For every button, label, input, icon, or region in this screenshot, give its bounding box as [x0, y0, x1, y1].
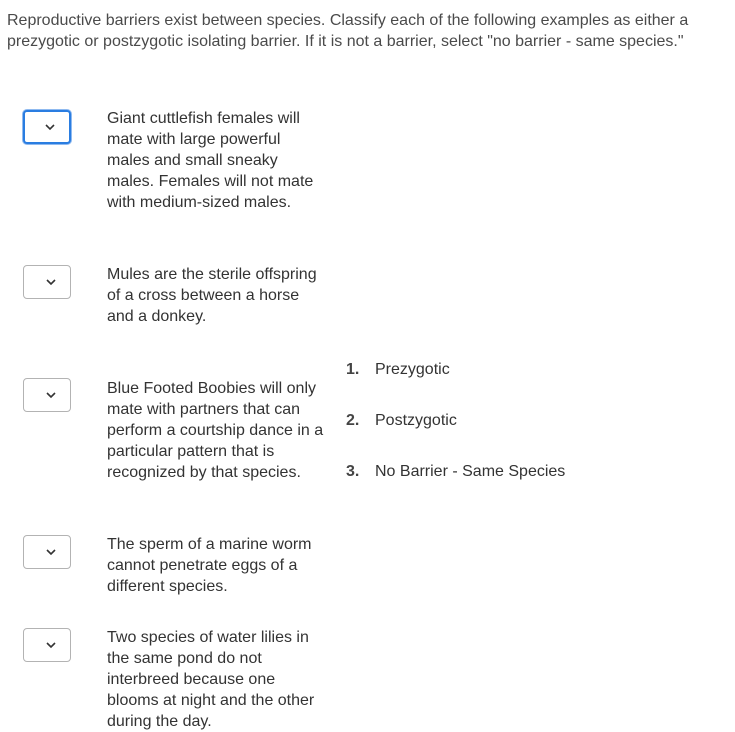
match-select-3[interactable]: [23, 378, 71, 412]
chevron-down-icon: [46, 277, 56, 287]
answer-number: 1.: [346, 361, 360, 378]
answer-label: Postzygotic: [375, 412, 457, 429]
answer-option-3: [346, 461, 565, 482]
chevron-down-icon: [46, 547, 56, 557]
answer-number: 2.: [346, 412, 360, 429]
item-2-text: Mules are the sterile offspring of a cross between a horse and a donkey.: [107, 266, 317, 325]
item-5-text: Two species of water lilies in the same pond do not interbreed because one blooms at night and the other during the day.: [107, 629, 315, 730]
match-select-1[interactable]: [23, 110, 71, 144]
answer-label: No Barrier - Same Species: [375, 463, 566, 480]
item-1-text: Giant cuttlefish females will mate with large powerful males and small sneaky males. Females will not mate with medium-sized males.: [107, 110, 314, 211]
item-3-text: Blue Footed Boobies will only mate with partners that can perform a courtship dance in a particular pattern that is recognized by that species.: [107, 380, 324, 481]
chevron-down-icon: [46, 640, 56, 650]
item-4-text: The sperm of a marine worm cannot penetrate eggs of a different species.: [107, 536, 312, 595]
chevron-down-icon: [45, 122, 55, 132]
answer-option-2: [346, 410, 457, 431]
match-select-2[interactable]: [23, 265, 71, 299]
answer-option-1: [346, 359, 450, 380]
answer-number: 3.: [346, 463, 360, 480]
answer-label: Prezygotic: [375, 361, 450, 378]
chevron-down-icon: [46, 390, 56, 400]
match-select-4[interactable]: [23, 535, 71, 569]
match-select-5[interactable]: [23, 628, 71, 662]
question-instructions: Reproductive barriers exist between species. Classify each of the following examples as either a prezygotic or postzygotic isolating barrier. If it is not a barrier, select "no barrier - same species.": [7, 12, 689, 50]
